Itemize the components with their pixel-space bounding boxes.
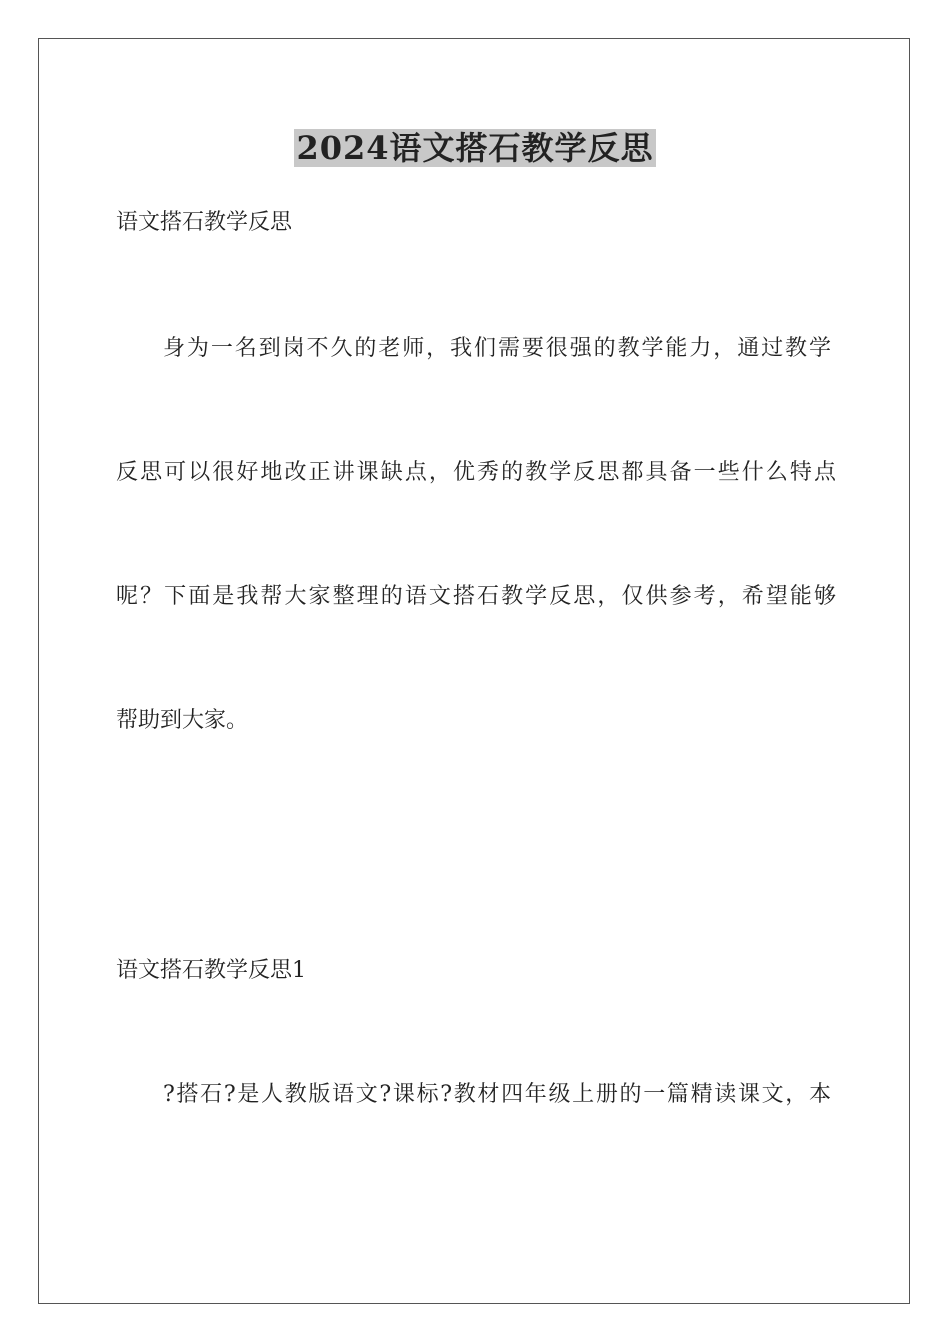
- intro-line-2: 反思可以很好地改正讲课缺点，优秀的教学反思都具备一些什么特点: [116, 460, 836, 485]
- section-line-1: ?搭石?是人教版语文?课标?教材四年级上册的一篇精读课文，本: [163, 1082, 831, 1107]
- section-heading: 语文搭石教学反思1: [116, 958, 306, 983]
- document-title-text: 2024语文搭石教学反思: [296, 129, 654, 167]
- intro-line-3: 呢？下面是我帮大家整理的语文搭石教学反思，仅供参考，希望能够: [116, 584, 836, 609]
- intro-line-4: 帮助到大家。: [116, 708, 249, 733]
- document-title: [0, 126, 950, 170]
- document-subtitle: 语文搭石教学反思: [116, 210, 293, 235]
- intro-line-1: 身为一名到岗不久的老师，我们需要很强的教学能力，通过教学: [163, 336, 831, 361]
